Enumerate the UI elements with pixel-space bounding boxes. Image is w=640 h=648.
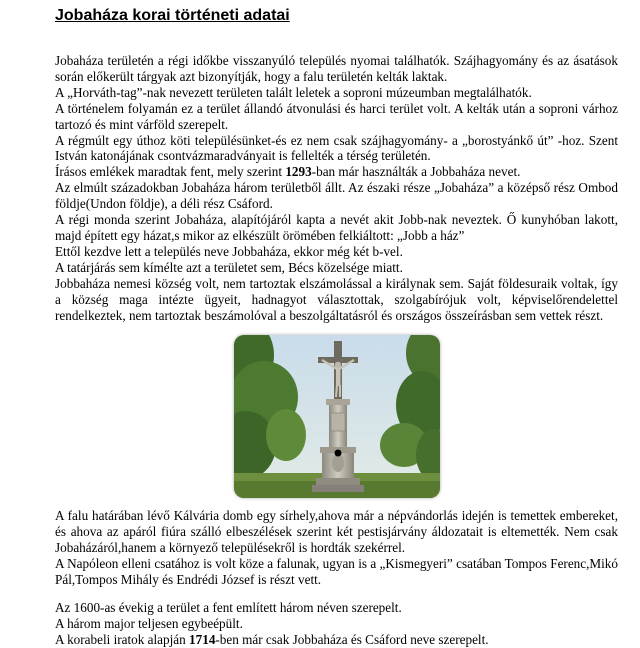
- text-block-bottom: [55, 508, 618, 588]
- paragraph-text: Írásos emlékek maradtak fent, mely szerint: [55, 164, 286, 180]
- paragraph-text: A korabeli iratok alapján: [55, 631, 190, 647]
- text-block-end: [55, 600, 618, 648]
- paragraph: [55, 164, 618, 180]
- crucifix-photo: [234, 335, 440, 498]
- paragraph: A három major teljesen egybeépült.: [55, 615, 243, 631]
- paragraph: A Napóleon elleni csatához is volt köze a falunak, ugyan is a „Kismegyeri” csatában Tompos Ferenc,Mikó Pál,Tompos Mihály és Endrédi József is részt vett.: [55, 556, 618, 588]
- paragraph: Ettől kezdve lett a település neve Jobbaháza, ekkor még két b-vel.: [55, 243, 403, 259]
- paragraph-gap: [55, 588, 618, 600]
- crucifix-illustration: [234, 335, 440, 498]
- text-block-top: [55, 53, 618, 323]
- paragraph-text: -ben már csak Jobbaháza és Csáford neve szerepelt.: [215, 631, 489, 647]
- paragraph: Az elmúlt századokban Jobaháza három területből állt. Az északi része „Jobaháza” a középső rész Ombod földje(Undon földje), a déli rész Csáford.: [55, 180, 618, 212]
- paragraph: A régmúlt egy úthoz köti településünket-és ez nem csak szájhagyomány- a „borostyánkő út” -hoz. Szent István katonájának csontvázmaradványait is fellelték a térség területén.: [55, 132, 618, 164]
- year-bold: 1714: [189, 631, 216, 647]
- document-title: Jobaháza korai történeti adatai: [55, 7, 290, 24]
- paragraph: Jobbaháza nemesi község volt, nem tartoztak elszámolással a királynak sem. Saját földesuraik voltak, így a község maga intézte ügyeit, hadnagyot választottak, szolgabírójuk volt, képviselőrendelettel rendelkeztek, nem tartoztak beszámolóval a beszolgáltatásról és országos összeírásban sem vettek részt.: [55, 275, 618, 323]
- paragraph: Az 1600-as évekig a terület a fent említett három néven szerepelt.: [55, 599, 402, 615]
- paragraph: A régi monda szerint Jobaháza, alapítójáról kapta a nevét akit Jobb-nak neveztek. Ő kunyhóban lakott, majd épített egy házat,s mikor az elkészült örömében felkiáltott: „Jobb a ház”: [55, 212, 618, 243]
- paragraph: Jobaháza területén a régi időkbe visszanyúló település nyomai találhatók. Szájhagyomány és az ásatások során előkerült tárgyak azt bizonyítják, hogy a falu területén kelták laktak.: [55, 53, 618, 84]
- paragraph: A történelem folyamán ez a terület állandó átvonulási és harci terület volt. A kelták után a soproni várhoz tartozó és mint várföld szerepelt.: [55, 100, 618, 132]
- paragraph-text: -ban már használták a Jobbaháza nevet.: [311, 164, 521, 180]
- paragraph: A tatárjárás sem kímélte azt a területet sem, Bécs közelsége miatt.: [55, 259, 403, 275]
- year-bold: 1293: [285, 164, 312, 180]
- paragraph: A „Horváth-tag”-nak nevezett területen talált leletek a soproni múzeumban megtalálhatók.: [55, 84, 532, 100]
- paragraph: A falu határában lévő Kálvária domb egy sírhely,ahova már a népvándorlás idején is temettek embereket, és ahova az apáról fiúra szálló elbeszélések szerint két pestisjárvány áldozatait is eltemették. Nem csak Jobaházáról,hanem a környező településekről is hordták szekérrel.: [55, 508, 618, 556]
